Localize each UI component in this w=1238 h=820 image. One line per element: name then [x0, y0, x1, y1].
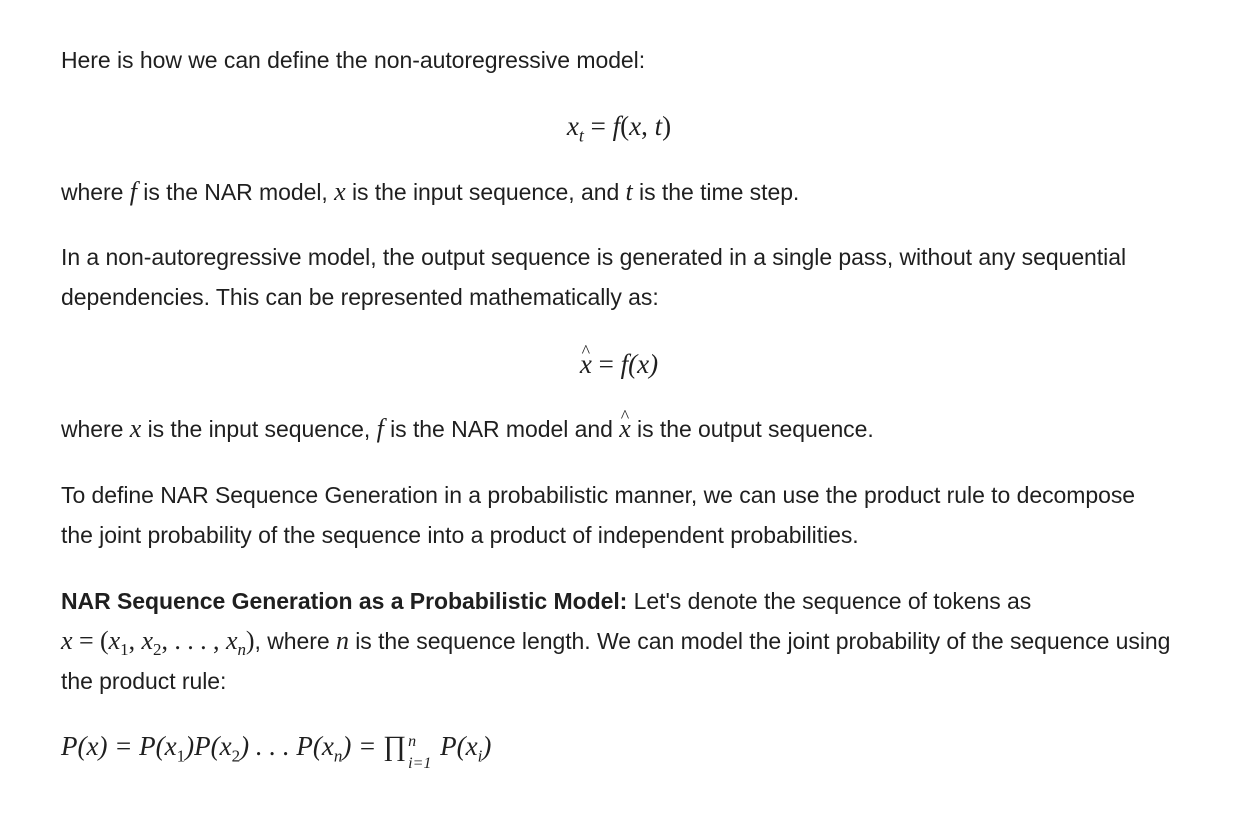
eq2-lhs-xhat: ^ x [580, 344, 592, 384]
product-symbol: ∏ [383, 731, 407, 762]
eq1-arg2: t [654, 111, 663, 141]
p1-var-t: t [625, 177, 633, 206]
equation-model-definition [0, 106, 1238, 146]
p1-var-f: f [129, 177, 137, 206]
p5-text1: Let's denote the sequence of tokens as [627, 588, 1032, 614]
p1-var-x: x [334, 177, 346, 206]
p5-text3: is the sequence length. We can model the joint probability of the sequence using the product rule: [61, 628, 1171, 694]
p5-text2: , where [254, 628, 336, 654]
p3-pre: where [61, 416, 130, 442]
definition-paragraph [61, 172, 799, 212]
eq2-rhs: f(x) [620, 349, 659, 379]
output-definition-paragraph [61, 409, 874, 449]
p5-var-n: n [335, 626, 349, 655]
eq1-lhs-var: x [566, 111, 579, 141]
p3-var-xhat: ^ x [619, 409, 631, 449]
probabilistic-paragraph: To define NAR Sequence Generation in a probabilistic manner, we can use the product rule to decompose the joint probability of the sequence into a product of independent probabilities. [61, 482, 1136, 548]
p3-var-f: f [376, 414, 384, 443]
p1-mid1: is the NAR model, [136, 179, 335, 205]
eq1-fn: f [612, 111, 621, 141]
p1-post: is the time step. [632, 179, 800, 205]
eq1-close: ) [662, 111, 672, 141]
p3-mid2: is the NAR model and [383, 416, 620, 442]
p1-pre: where [61, 179, 130, 205]
equation-output [0, 344, 1238, 384]
p5-bold-heading: NAR Sequence Generation as a Probabilistic Model: [61, 588, 628, 614]
p5-seq-def: $x = (x_1$, $x_2$, . . . , $x_n$) [61, 626, 255, 660]
p3-post: is the output sequence. [630, 416, 874, 442]
equation-product-rule: $P(x) = P(x_1)P(x_2)$ . . . $P(x_n)$ = ∏ n i=1 $P(x_i)$ [61, 731, 492, 772]
eq1-comma: , [641, 111, 648, 141]
eq1-equals: = [590, 111, 606, 141]
p3-mid1: is the input sequence, [141, 416, 377, 442]
intro-paragraph: Here is how we can define the non-autoregressive model: [61, 47, 646, 73]
p1-mid2: is the input sequence, and [345, 179, 626, 205]
eq1-arg1: x [629, 111, 642, 141]
product-limits: n i=1 [408, 732, 432, 772]
eq1-lhs-sub: t [578, 125, 584, 146]
eq1-open: ( [620, 111, 630, 141]
single-pass-paragraph: In a non-autoregressive model, the output sequence is generated in a single pass, without any sequential dependencies. This can be represented mathematically as: [61, 244, 1126, 310]
probabilistic-model-paragraph [61, 581, 1176, 701]
eq2-equals: = [598, 349, 614, 379]
p3-var-x: x [129, 414, 142, 443]
